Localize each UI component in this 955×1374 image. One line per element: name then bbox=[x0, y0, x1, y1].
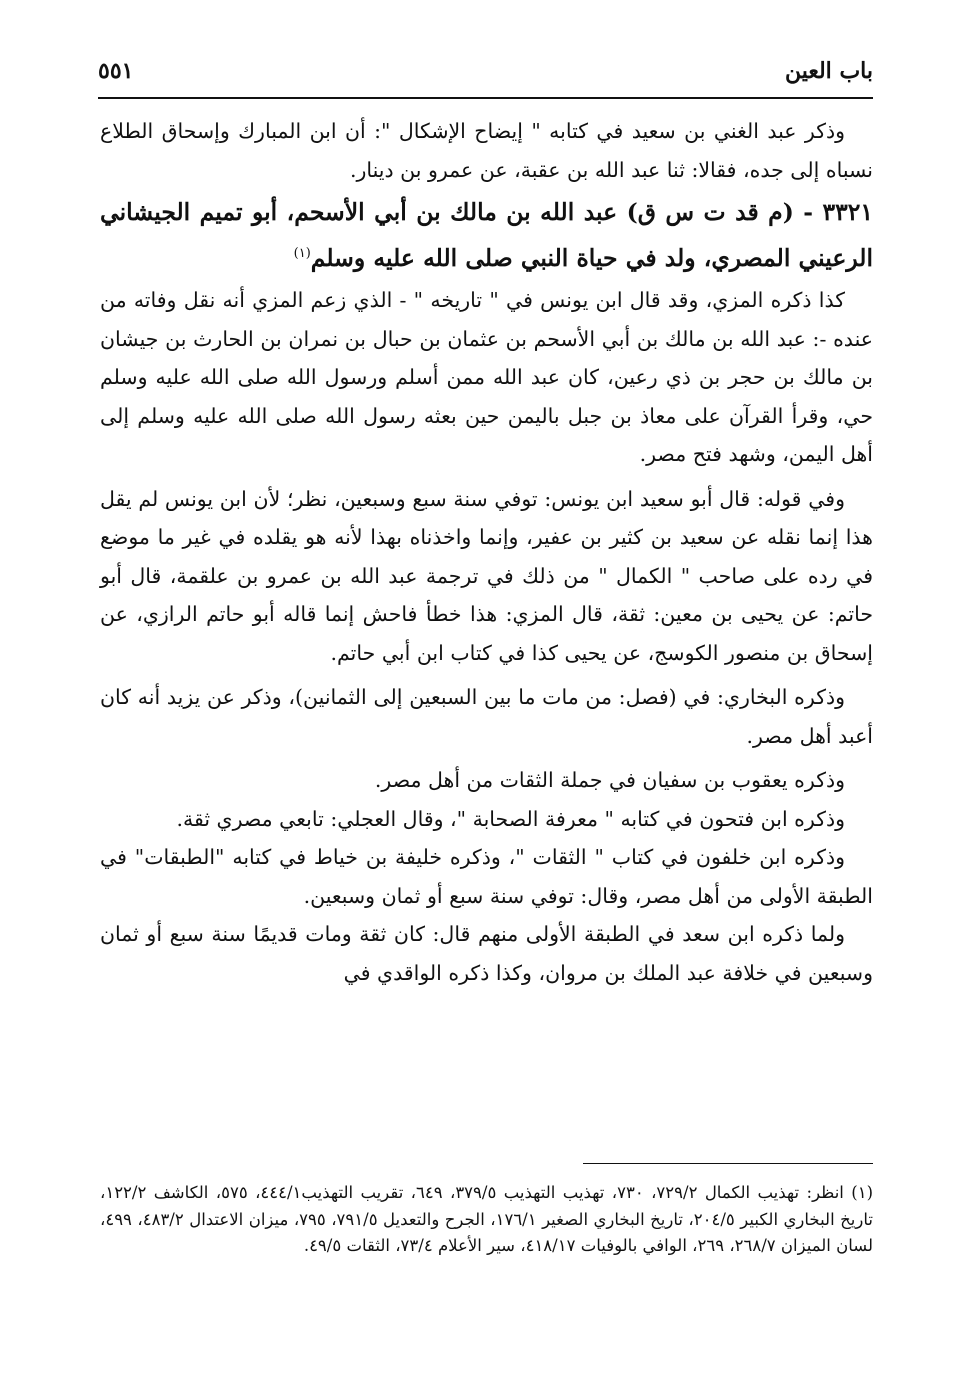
paragraph-8: ولما ذكره ابن سعد في الطبقة الأولى منهم قال: كان ثقة ومات قديمًا سنة سبع أو ثمان وسبعين في خلافة عبد الملك بن مروان، وكذا ذكره الواقدي في bbox=[100, 922, 873, 985]
paragraph-3: وفي قوله: قال أبو سعيد ابن يونس: توفي سنة سبع وسبعين، نظر؛ لأن ابن يونس لم يقل هذا إنما نقله عن سعيد بن كثير بن عفير، وإنما واخذناه بهذا لأنه هو يقلده في غير ما موضع في رده على صاحب " الكمال " من ذلك في ترجمة عبد الله بن عمرو بن علقمة، قال أبو حاتم: عن يحيى بن معين: ثقة، قال المزي: هذا خطأ فاحش إنما قاله أبو حاتم الرازي، عن إسحاق بن منصور الكوسج، عن يحيى كذا في كتاب ابن أبي حاتم. bbox=[100, 486, 873, 665]
page-number: ٥٥١ bbox=[98, 58, 134, 84]
entry-heading bbox=[100, 189, 873, 281]
running-header bbox=[98, 58, 873, 94]
entry-heading-text: ٣٣٢١ - (م قد ت س ق) عبد الله بن مالك بن أبي الأسحم، أبو تميم الجيشاني الرعيني المصري، ولد في حياة النبي صلى الله عليه وسلم bbox=[100, 198, 873, 272]
paragraph-6: وذكره ابن فتحون في كتابه " معرفة الصحابة "، وقال العجلي: تابعي مصري ثقة. bbox=[176, 806, 845, 831]
paragraph-2: كذا ذكره المزي، وقد قال ابن يونس في " تاريخه " - الذي زعم المزي أنه نقل وفاته من عنده -: عبد الله بن مالك بن أبي الأسحم بن عثمان بن حبال بن نمران بن الحارث بن جيشان بن مالك بن حجر بن ذي رعين، كان عبد الله ممن أسلم ورسول الله صلى الله عليه وسلم حي، وقرأ القرآن على معاذ بن جبل باليمن حين بعثه رسول الله صلى الله عليه وسلم إلى أهل اليمن، وشهد فتح مصر. bbox=[100, 288, 873, 466]
main-text bbox=[100, 112, 873, 992]
header-rule bbox=[98, 97, 873, 99]
footnote-rule bbox=[583, 1163, 873, 1164]
running-title: باب العين bbox=[784, 58, 873, 84]
paragraph-1: وذكر عبد الغني بن سعيد في كتابه " إيضاح الإشكال ": أن ابن المبارك وإسحاق الطلاع نسباه إلى جده، فقالا: ثنا عبد الله بن عقبة، عن عمرو بن دينار. bbox=[100, 119, 873, 182]
paragraph-5: وذكره يعقوب بن سفيان في جملة الثقات من أهل مصر. bbox=[374, 768, 845, 792]
paragraph-4: وذكره البخاري: في (فصل: من مات ما بين السبعين إلى الثمانين)، وذكر عن يزيد أنه كان أعبد أهل مصر. bbox=[100, 685, 873, 748]
footnote-marker[interactable]: (١) bbox=[293, 246, 311, 262]
footnote: (١) انظر: تهذيب الكمال ٧٢٩/٢، ٧٣٠، تهذيب التهذيب ٣٧٩/٥، ٦٤٩، تقريب التهذيب٤٤٤/١، ٥٧٥، الكاشف ١٢٢/٢، تاريخ البخاري الكبير ٢٠٤/٥، تاريخ البخاري الصغير ١٧٦/١، الجرح والتعديل ٧٩١/٥، ٧٩٥، ميزان الاعتدال ٤٨٣/٢، ٤٩٩، لسان الميزان ٢٦٨/٧، ٢٦٩، الوافي بالوفيات ٤١٨/١٧، سير الأعلام ٧٣/٤، الثقات ٤٩/٥. bbox=[100, 1183, 874, 1255]
paragraph-7: وذكره ابن خلفون في كتاب " الثقات "، وذكره خليفة بن خياط في كتابه "الطبقات" في الطبقة الأولى من أهل مصر، وقال: توفي سنة سبع أو ثمان وسبعين. bbox=[100, 845, 873, 908]
